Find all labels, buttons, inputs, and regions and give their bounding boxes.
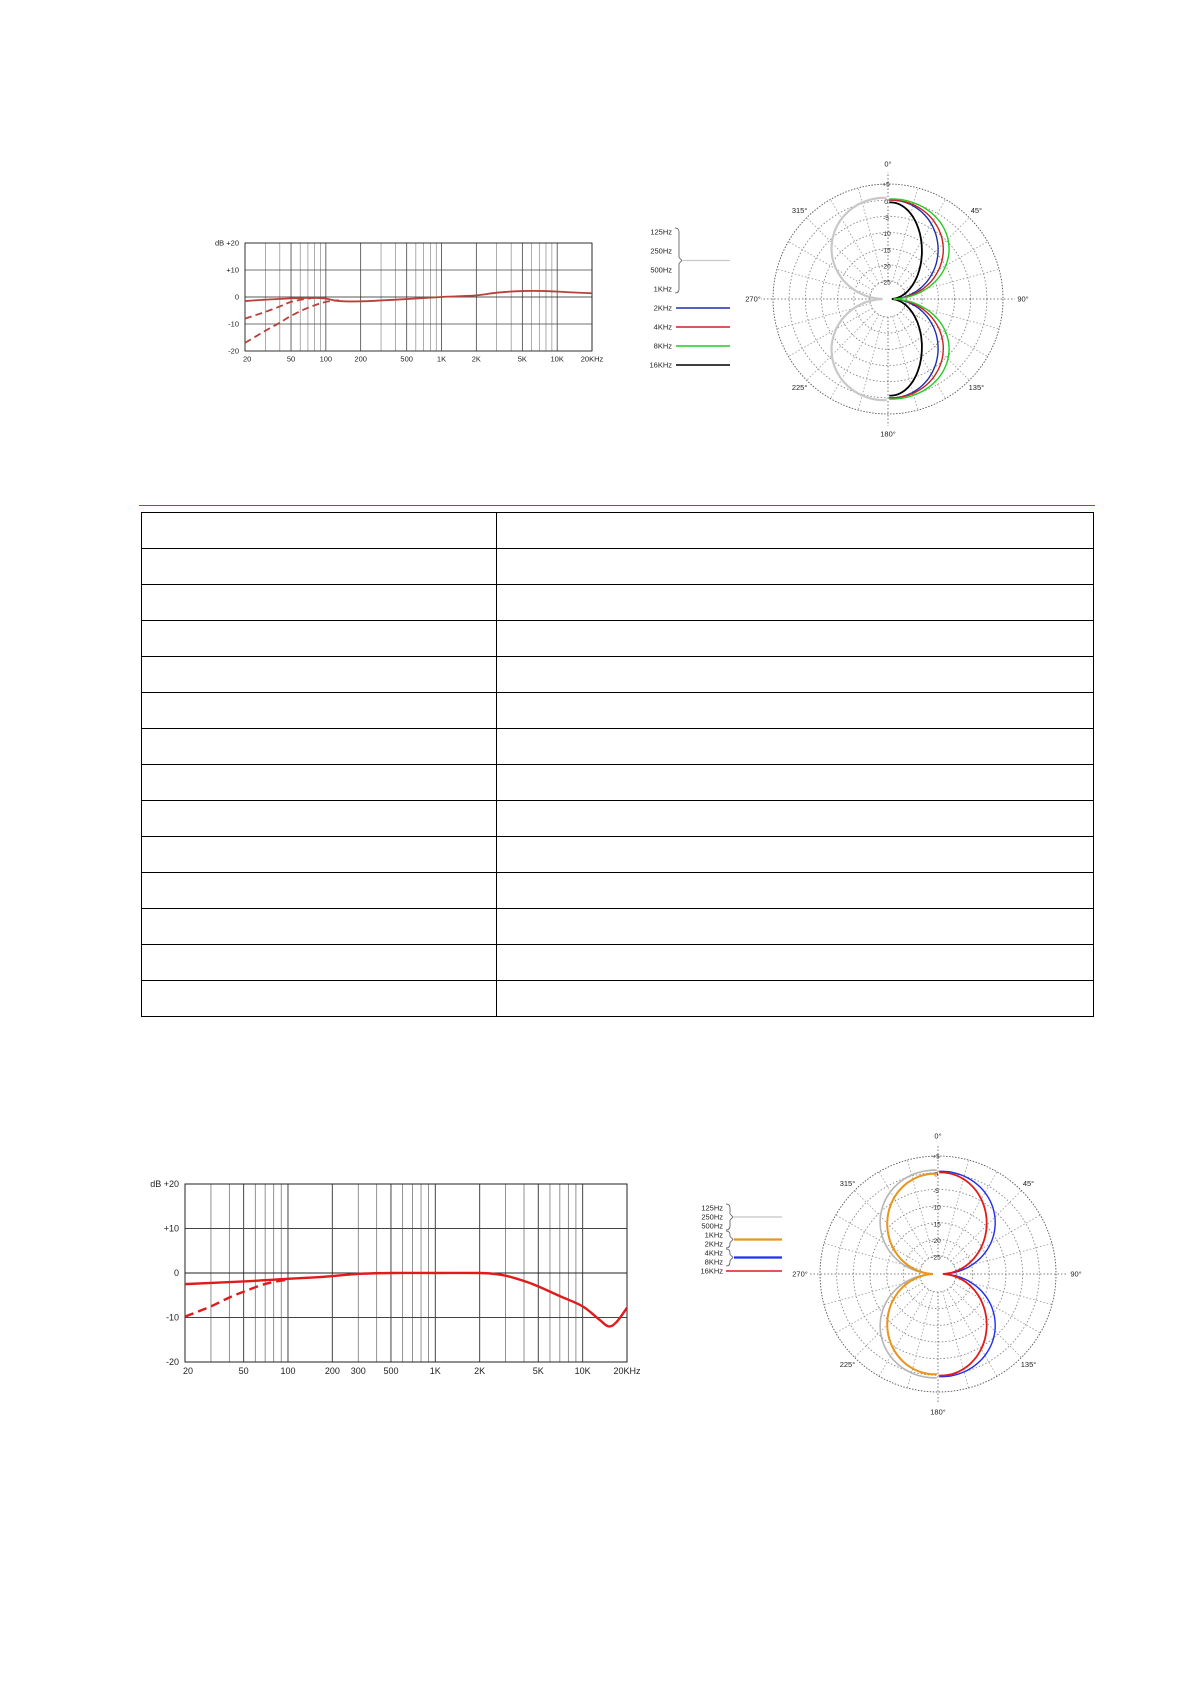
table-cell-label	[142, 909, 497, 945]
table-cell-value	[497, 909, 1094, 945]
polar-radial-label: 0	[934, 1171, 938, 1179]
table-cell-label	[142, 513, 497, 549]
series-line-dashed	[245, 300, 339, 343]
table-cell-label	[142, 981, 497, 1017]
legend-label: 4KHz	[704, 1248, 723, 1258]
legend-label: 2KHz	[653, 303, 672, 313]
series-line-solid	[185, 1273, 627, 1327]
x-tick-label: 100	[280, 1366, 296, 1376]
x-tick-label: 200	[354, 354, 367, 364]
table-cell-label	[142, 621, 497, 657]
legend-label: 2KHz	[704, 1239, 723, 1249]
polar-radial-label: -5	[933, 1187, 939, 1195]
table-row	[142, 657, 1094, 693]
polar-pattern-chart-2	[690, 1131, 1090, 1417]
polar-angle-label: 45°	[970, 206, 983, 216]
table-row	[142, 693, 1094, 729]
polar-radial-label: -10	[931, 1204, 941, 1212]
polar-angle-label: 270°	[792, 1269, 808, 1279]
polar-angle-label: 315°	[791, 206, 808, 216]
y-tick-label: -20	[165, 1357, 179, 1368]
table-row	[142, 981, 1094, 1017]
table-cell-label	[142, 945, 497, 981]
table-cell-value	[497, 981, 1094, 1017]
legend-label: 8KHz	[704, 1257, 723, 1267]
table-cell-label	[142, 837, 497, 873]
table-cell-value	[497, 693, 1094, 729]
polar-radial-label: 0	[884, 198, 888, 206]
table-cell-value	[497, 873, 1094, 909]
table-cell-value	[497, 549, 1094, 585]
polar-angle-label: 270°	[745, 294, 761, 304]
legend-label: 1KHz	[704, 1230, 723, 1240]
table-cell-label	[142, 585, 497, 621]
x-tick-label: 50	[238, 1366, 249, 1376]
legend-label: 16KHz	[649, 360, 672, 370]
legend-label: 500Hz	[650, 265, 672, 275]
x-tick-label: 200	[324, 1366, 340, 1376]
legend-label: 4KHz	[653, 322, 672, 332]
x-tick-label: 5K	[532, 1366, 544, 1376]
polar-angle-label: 90°	[1070, 1269, 1082, 1279]
y-tick-label: -10	[228, 319, 239, 329]
table-cell-label	[142, 729, 497, 765]
legend-label: 250Hz	[650, 246, 672, 256]
polar-spoke	[788, 308, 872, 357]
y-tick-label: +10	[226, 265, 239, 275]
section-divider	[139, 505, 1095, 506]
polar-angle-label: 90°	[1017, 294, 1029, 304]
table-cell-value	[497, 945, 1094, 981]
table-cell-value	[497, 585, 1094, 621]
polar-angle-label: 315°	[839, 1179, 856, 1189]
y-tick-label: -10	[165, 1312, 179, 1323]
legend-brace	[726, 1249, 733, 1266]
polar-spoke	[954, 1283, 1041, 1333]
polar-angle-label: 225°	[839, 1360, 856, 1370]
polar-radial-label: +5	[882, 181, 890, 189]
table-cell-value	[497, 765, 1094, 801]
y-tick-label: +10	[163, 1223, 179, 1234]
legend-brace	[726, 1231, 733, 1248]
x-tick-label: 20KHz	[613, 1366, 641, 1376]
table-cell-value	[497, 729, 1094, 765]
table-cell-label	[142, 801, 497, 837]
table-row	[142, 513, 1094, 549]
table-cell-label	[142, 657, 497, 693]
y-tick-label: dB +20	[215, 238, 239, 248]
table-cell-label	[142, 693, 497, 729]
frequency-response-chart-2	[145, 1175, 655, 1400]
x-tick-label: 10K	[574, 1366, 591, 1376]
x-tick-label: 500	[383, 1366, 399, 1376]
table-row	[142, 837, 1094, 873]
polar-radial-label: -10	[881, 231, 891, 239]
table-cell-label	[142, 873, 497, 909]
frequency-response-chart-1	[210, 235, 620, 380]
polar-radial-label: -15	[881, 247, 891, 255]
table-row	[142, 765, 1094, 801]
polar-radial-label: -20	[881, 263, 891, 271]
polar-angle-label: 180°	[930, 1407, 946, 1417]
polar-angle-label: 135°	[1020, 1360, 1037, 1370]
polar-radial-label: -25	[931, 1254, 941, 1262]
y-tick-label: 0	[234, 292, 239, 302]
x-tick-label: 20	[243, 354, 252, 364]
y-tick-label: dB +20	[150, 1179, 179, 1190]
legend-label: 500Hz	[701, 1221, 723, 1231]
table-cell-label	[142, 765, 497, 801]
x-tick-label: 300	[350, 1366, 366, 1376]
table-cell-value	[497, 657, 1094, 693]
series-line-dashed	[185, 1280, 288, 1317]
legend-label: 8KHz	[653, 341, 672, 351]
x-tick-label: 20KHz	[580, 354, 604, 364]
polar-angle-label: 45°	[1022, 1179, 1035, 1189]
x-tick-label: 1K	[429, 1366, 441, 1376]
x-tick-label: 1K	[436, 354, 447, 364]
legend-brace	[675, 228, 682, 293]
x-tick-label: 10K	[550, 354, 564, 364]
x-tick-label: 100	[319, 354, 333, 364]
x-tick-label: 500	[400, 354, 413, 364]
polar-pattern-chart-1	[640, 159, 1040, 440]
polar-curve	[939, 1173, 987, 1376]
legend-label: 125Hz	[650, 227, 672, 237]
polar-spoke	[836, 1215, 923, 1265]
polar-angle-label: 180°	[880, 429, 896, 439]
table-row	[142, 549, 1094, 585]
x-tick-label: 5K	[517, 354, 527, 364]
x-tick-label: 2K	[471, 354, 481, 364]
table-row	[142, 621, 1094, 657]
polar-radial-label: -20	[931, 1237, 941, 1245]
polar-spoke	[836, 1283, 923, 1333]
specification-table	[141, 512, 1094, 1017]
polar-spoke	[788, 242, 872, 291]
polar-angle-label: 135°	[968, 383, 985, 393]
x-tick-label: 50	[286, 354, 296, 364]
polar-radial-label: -15	[931, 1221, 941, 1229]
polar-spoke	[954, 1215, 1041, 1265]
legend-label: 1KHz	[653, 284, 672, 294]
legend-label: 250Hz	[701, 1212, 723, 1222]
y-tick-label: 0	[173, 1268, 179, 1279]
y-tick-label: -20	[228, 346, 239, 356]
table-cell-value	[497, 513, 1094, 549]
polar-angle-label: 0°	[934, 1131, 942, 1141]
polar-radial-label: +5	[932, 1153, 940, 1161]
x-tick-label: 20	[183, 1366, 194, 1376]
table-row	[142, 801, 1094, 837]
legend-label: 125Hz	[701, 1203, 723, 1213]
table-row	[142, 729, 1094, 765]
polar-angle-label: 225°	[791, 383, 808, 393]
table-cell-value	[497, 621, 1094, 657]
legend-brace	[726, 1204, 733, 1230]
polar-radial-label: -25	[881, 279, 891, 287]
polar-radial-label: -5	[883, 214, 889, 222]
table-row	[142, 945, 1094, 981]
table-cell-value	[497, 801, 1094, 837]
polar-angle-label: 0°	[884, 159, 892, 169]
table-row	[142, 873, 1094, 909]
table-cell-value	[497, 837, 1094, 873]
table-row	[142, 585, 1094, 621]
table-cell-label	[142, 549, 497, 585]
table-row	[142, 909, 1094, 945]
legend-label: 16KHz	[700, 1266, 723, 1276]
x-tick-label: 2K	[474, 1366, 486, 1376]
